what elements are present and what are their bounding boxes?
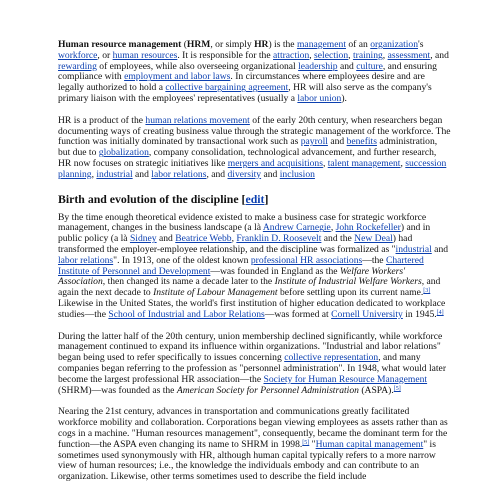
text-run: Nearing the 21st century, advances in transportation and communications greatly facilitated workforce mobility and collaboration. Corporations began viewing employees as assets rather than as cogs in a machine. "Human resources management", consequently, became the dominant term for the function—the ASPA even changing its name to SHRM in 1998. [58, 406, 448, 450]
text-run: , [400, 157, 406, 169]
link-human-capital-management[interactable]: Human capital management [315, 438, 424, 450]
link-collective-bargaining-agreement[interactable]: collective bargaining agreement [165, 82, 289, 94]
link-selection[interactable]: selection [314, 49, 349, 61]
italic-term: Institute of Industrial Welfare Workers [274, 276, 422, 288]
citation-link[interactable]: [5] [393, 385, 401, 392]
link-collective-representation[interactable]: collective representation [284, 352, 379, 364]
text-run: . In circumstances where employees desire and are legally authorized to hold a [58, 71, 425, 94]
link-beatrice-webb[interactable]: Beatrice Webb [175, 233, 232, 245]
text-run: , and [430, 49, 449, 61]
link-culture[interactable]: culture [356, 60, 383, 72]
text-run: and [156, 233, 176, 245]
text-run: and [431, 243, 449, 255]
text-run: of employees, while also overseeing organizational [96, 60, 299, 72]
section-heading-text: Birth and evolution of the discipline [58, 191, 239, 206]
link-professional-hr-associations[interactable]: professional HR associations [250, 254, 363, 266]
text-run: . It is responsible for the [177, 49, 274, 61]
text-run: , [348, 49, 353, 61]
text-run: before settling upon its current name. [277, 287, 424, 299]
link-andrew-carnegie[interactable]: Andrew Carnegie [262, 222, 331, 234]
text-run: Likewise in the United States, the world's first institution of higher education dedicated to workplace studies—the [58, 297, 446, 320]
text-run: " [309, 438, 316, 450]
citation-link[interactable]: [5] [302, 439, 310, 446]
link-workforce[interactable]: workforce [58, 49, 98, 61]
text-run: , or [97, 49, 113, 61]
text-run: (SHRM)—was founded as the [58, 384, 177, 396]
text-run: , [231, 233, 237, 245]
text-run: , [91, 168, 97, 180]
link-new-deal[interactable]: New Deal [354, 233, 393, 245]
italic-term: Institute of Labour Management [153, 287, 278, 299]
edit-link-close: ] [264, 191, 269, 206]
link-attraction[interactable]: attraction [273, 49, 310, 61]
link-organization[interactable]: organization [370, 39, 419, 50]
bold-term: HRM [186, 39, 211, 50]
link-labor-union[interactable]: labor union [297, 92, 342, 104]
link-chartered-institute-of-personnel-and-development[interactable]: Chartered Institute of Personnel and Development [58, 254, 424, 277]
text-run: , or simply [210, 39, 255, 50]
text-run: ). [341, 92, 347, 104]
link-cornell-university[interactable]: Cornell University [331, 308, 403, 320]
text-run: of the early 20th century, when researchers began documenting ways of creating business value through the strategic management of the workforce. The function was initially dominated by transactional work such as [58, 114, 451, 148]
intro-paragraph-1 [58, 40, 451, 105]
text-run: , then changed its name a decade later to the [102, 276, 275, 288]
text-run: and [261, 168, 280, 180]
text-run: ) and in public policy (a là [58, 222, 431, 245]
section-heading [58, 192, 451, 206]
link-labor-relations[interactable]: labor relations [151, 168, 207, 180]
text-run: , company consolidation, technological advancement, and further research, HR now focuses on strategic initiatives like [58, 147, 437, 169]
link-benefits[interactable]: benefits [346, 136, 377, 148]
link-industrial[interactable]: industrial [395, 243, 432, 255]
link-human-resources[interactable]: human resources [112, 49, 178, 61]
link-payroll[interactable]: payroll [300, 136, 328, 148]
text-run: and [337, 60, 357, 72]
section-paragraph-1 [58, 213, 451, 321]
link-society-for-human-resource-management[interactable]: Society for Human Resource Management [263, 373, 428, 385]
link-leadership[interactable]: leadership [298, 60, 338, 72]
link-assessment[interactable]: assessment [387, 49, 431, 61]
link-school-of-industrial-and-labor-relations[interactable]: School of Industrial and Labor Relations [108, 308, 265, 320]
text-run: During the latter half of the 20th century, union membership declined significantly, while workforce management continued to expand its influence within organizations. "Industrial and labor relations" began being used to refer specifically to issues concerning [58, 330, 443, 364]
section-paragraph-3 [58, 407, 451, 483]
text-run: of an [345, 39, 371, 50]
text-run: , [330, 222, 336, 234]
link-labor-relations[interactable]: labor relations [58, 254, 114, 266]
text-run: in 1945. [402, 308, 437, 320]
intro-paragraph-2 [58, 116, 451, 181]
text-run: and [132, 168, 152, 180]
text-run: ". In 1913, one of the oldest known [113, 254, 251, 266]
text-run: , [382, 49, 388, 61]
section-paragraph-2 [58, 332, 451, 397]
text-run: " is sometimes used synonymously with HR, although human capital typically refers to a more narrow view of human resources; i.e., the knowledge the individuals embody and can contribute to an organization. Likewise, other terms sometimes used to describe the field include [58, 438, 436, 483]
link-diversity[interactable]: diversity [227, 168, 262, 180]
link-succession-planning[interactable]: succession planning [58, 157, 447, 180]
text-run: ( [181, 39, 187, 50]
edit-link-open: [ [241, 191, 246, 206]
text-run: 's [418, 39, 424, 50]
text-run: ) had transformed the employer-employee relationship, and the discipline was formalized as " [58, 233, 413, 255]
link-management[interactable]: management [296, 39, 346, 50]
text-run: , and again the next decade to [58, 276, 441, 299]
link-inclusion[interactable]: inclusion [279, 168, 315, 180]
link-industrial[interactable]: industrial [96, 168, 133, 180]
text-run: and [327, 136, 347, 148]
text-run: (ASPA). [358, 384, 394, 396]
paragraph-gap [58, 181, 451, 192]
citation-link[interactable]: [4] [436, 309, 444, 316]
link-john-rockefeller[interactable]: John Rockefeller [335, 222, 401, 234]
link-training[interactable]: training [352, 49, 383, 61]
text-run: , [322, 157, 328, 169]
link-employment-and-labor-laws[interactable]: employment and labor laws [124, 71, 231, 83]
bold-term: Human resource management [58, 39, 182, 50]
link-franklin-d-roosevelt[interactable]: Franklin D. Roosevelt [236, 233, 322, 245]
text-run: , and [206, 168, 228, 180]
text-run: ) is the [268, 39, 297, 50]
link-rewarding[interactable]: rewarding [58, 60, 97, 72]
italic-term: American Society for Personnel Administration [176, 384, 359, 396]
text-run: HR is a product of the [58, 114, 146, 126]
text-run: , and many companies began referring to the profession as "personnel administration". In 1948, what would later become the largest professional HR association—the [58, 352, 447, 385]
text-run: —was founded in England as the [210, 265, 340, 277]
link-globalization[interactable]: globalization [98, 147, 149, 159]
edit-link[interactable]: edit [245, 191, 265, 206]
text-run: , and ensuring compliance with [58, 60, 437, 83]
bold-term: HR [254, 39, 269, 50]
text-run: and the [321, 233, 355, 245]
text-run: , [309, 49, 315, 61]
citation-link[interactable]: [3] [423, 288, 431, 295]
link-mergers-and-acquisitions[interactable]: mergers and acquisitions [227, 157, 323, 169]
link-talent-management[interactable]: talent management [327, 157, 401, 169]
text-run: By the time enough theoretical evidence existed to make a business case for strategic workforce management, changes in the business landscape (a là [58, 211, 427, 234]
text-run: —the [362, 254, 386, 266]
link-sidney[interactable]: Sidney [129, 233, 157, 245]
text-run: , HR will also serve as the company's primary liaison with the employees' representatives (usually a [58, 82, 432, 104]
italic-term: Welfare Workers' Association [58, 265, 406, 288]
link-human-relations-movement[interactable]: human relations movement [145, 114, 250, 126]
text-run: —was formed at [264, 308, 332, 320]
text-run: administration, but due to [58, 136, 438, 159]
